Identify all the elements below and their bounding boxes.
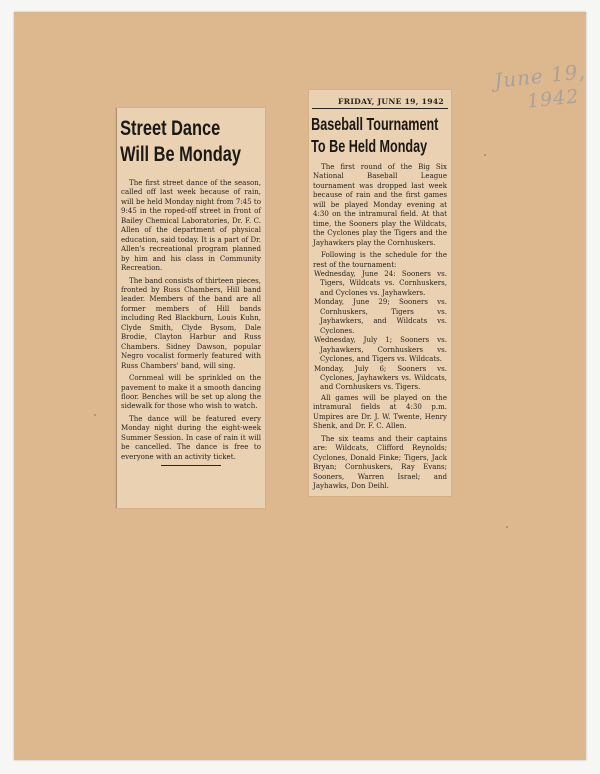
baseball-clipping [309,90,451,496]
street-dance-body [117,168,265,466]
handwritten-date-line1: June 19, [492,59,587,93]
street-dance-headline [117,108,242,168]
headline-line: Street Dance [120,117,221,140]
headline-line: Baseball Tournament [311,114,439,134]
paper-speck [506,526,508,528]
article-paragraph: The dance will be featured every Monday night during the eight-week Summer Session. In case of rain it will be cancelled. The dance is free to everyone with an activity ticket. [121,413,261,461]
article-paragraph: Following is the schedule for the rest of the tournament: [313,250,447,269]
baseball-body [309,157,451,490]
article-paragraph: The six teams and their captains are: Wildcats, Clifford Reynolds; Cyclones, Donald Finke; Tigers, Jack Bryan; Cornhuskers, Ray Evans; Sooners, Warren Israel; and Jayhawks, Don Deihl. [313,433,447,490]
scrapbook-page [14,12,586,760]
headline-line: To Be Held Monday [311,136,428,156]
baseball-headline [309,109,439,157]
schedule-item: Wednesday, June 24: Sooners vs. Tigers, Wildcats vs. Cornhuskers, and Cyclones vs. Jayhawkers. [314,268,447,297]
paper-speck [484,154,486,156]
schedule-item: Monday, July 6; Sooners vs. Cyclones, Jayhawkers vs. Wildcats, and Cornhuskers vs. Tigers. [314,363,447,392]
end-rule [161,465,221,466]
schedule-item: Monday, June 29; Sooners vs. Cornhuskers, Tigers vs. Jayhawkers, and Wildcats vs. Cyclones. [314,297,447,335]
article-paragraph: The first street dance of the season, called off last week because of rain, will be held Monday night from 7:45 to 9:45 in the roped-off street in front of Bailey Chemical Laboratories, Dr. F. C. Allen of the department of physical education, said today. It is a part of Dr. Allen's recreational program planned by him and his class in Community Recreation. [121,178,261,273]
paper-speck [94,414,96,416]
street-dance-clipping [116,108,265,508]
article-paragraph: The first round of the Big Six National Baseball League tournament was dropped last week because of rain and the first games will be played Monday evening at 4:30 on the intramural field. At that time, the Sooners play the Wildcats, the Cyclones play the Tigers and the Jayhawkers play the Cornhuskers. [313,162,447,247]
newspaper-dateline: FRIDAY, JUNE 19, 1942 [312,90,448,109]
article-paragraph: The band consists of thirteen pieces, fronted by Russ Chambers, Hill band leader. Members of the band are all former members of Hill bands including Red Blackburn, Louis Kuhn, Clyde Smith, Clyde Bysom, Dale Brodie, Clayton Harbur and Russ Chambers. Sidney Dawson, popular Negro vocalist formerly featured with Russ Chambers' band, will sing. [121,275,261,370]
article-paragraph: All games will be played on the intramural fields at 4:30 p.m. Umpires are Dr. J. W. Twente, Henry Shenk, and Dr. F. C. Allen. [313,392,447,431]
headline-line: Will Be Monday [120,143,242,166]
schedule-item: Wednesday, July 1; Sooners vs. Jayhawkers, Cornhuskers vs. Cyclones, and Tigers vs. Wildcats. [314,335,447,364]
handwritten-date-line2: 1942 [525,85,581,113]
article-paragraph: Cornmeal will be sprinkled on the pavement to make it a smooth dancing floor. Benches will be set up along the sidewalk for those who wish to watch. [121,373,261,411]
